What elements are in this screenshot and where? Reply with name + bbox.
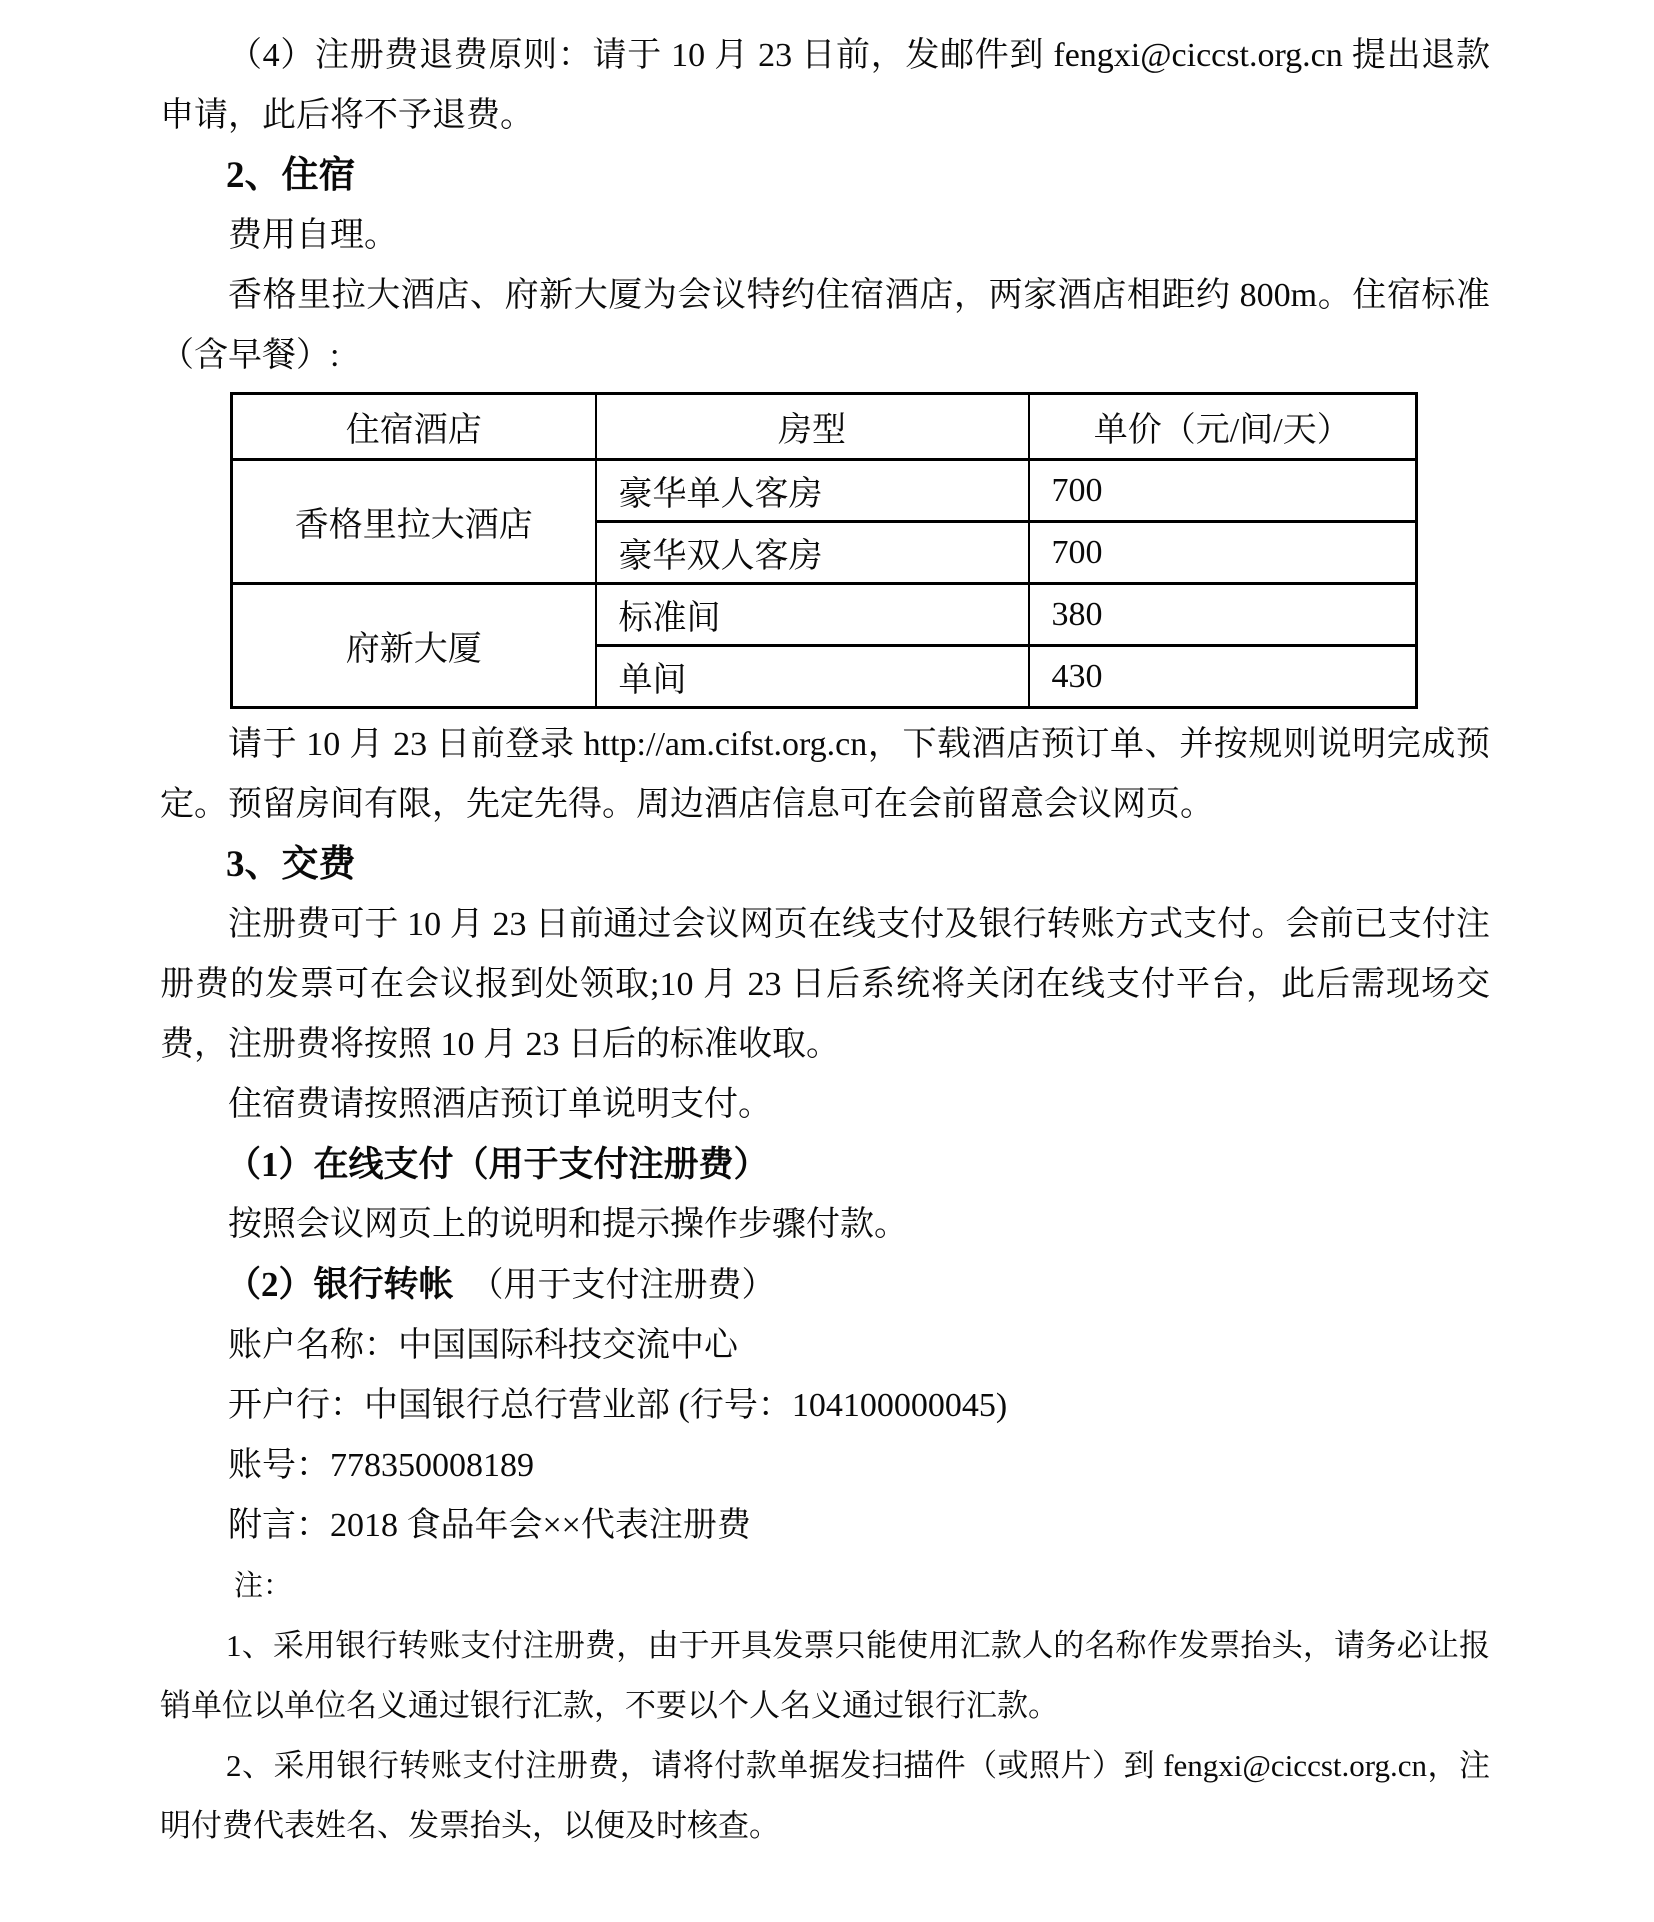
price-cell: 700 xyxy=(1029,460,1417,522)
bank-account-name-line: 账户名称：中国国际科技交流中心 xyxy=(228,1327,738,1364)
price-cell: 380 xyxy=(1029,584,1417,646)
bank-transfer-heading-note: （用于支付注册费） xyxy=(469,1267,776,1304)
bank-memo-line: 附言：2018 食品年会××代表注册费 xyxy=(228,1507,751,1544)
price-cell: 700 xyxy=(1029,522,1417,584)
refund-policy-paragraph: （4）注册费退费原则：请于 10 月 23 日前，发邮件到 fengxi@ciccst.org.cn 提出退款申请，此后将不予退费。 xyxy=(160,37,1490,134)
bank-branch-line: 开户行：中国银行总行营业部 (行号：104100000045) xyxy=(228,1387,1008,1424)
self-pay-line: 费用自理。 xyxy=(228,217,398,254)
table-header-hotel: 住宿酒店 xyxy=(232,394,596,460)
bank-transfer-heading xyxy=(160,1255,1490,1316)
hotel-intro-paragraph: 香格里拉大酒店、府新大厦为会议特约住宿酒店，两家酒店相距约 800m。住宿标准（含早餐）: xyxy=(160,277,1490,374)
payment-methods-paragraph: 注册费可于 10 月 23 日前通过会议网页在线支付及银行转账方式支付。会前已支付注册费的发票可在会议报到处领取;10 月 23 日后系统将关闭在线支付平台，此后需现场交费，注册费将按照 10 月 23 日后的标准收取。 xyxy=(160,906,1490,1063)
table-row xyxy=(232,460,1417,522)
table-header-row xyxy=(232,394,1417,460)
notes-label: 注： xyxy=(234,1570,293,1602)
note-2: 2、采用银行转账支付注册费，请将付款单据发扫描件（或照片）到 fengxi@ciccst.org.cn，注明付费代表姓名、发票抬头，以便及时核查。 xyxy=(160,1748,1490,1843)
table-row xyxy=(232,584,1417,646)
booking-instructions-paragraph: 请于 10 月 23 日前登录 http://am.cifst.org.cn，下载酒店预订单、并按规则说明完成预定。预留房间有限，先定先得。周边酒店信息可在会前留意会议网页。 xyxy=(160,726,1490,823)
online-payment-heading: （1）在线支付（用于支付注册费） xyxy=(226,1145,769,1184)
note-1: 1、采用银行转账支付注册费，由于开具发票只能使用汇款人的名称作发票抬头，请务必让报销单位以单位名义通过银行汇款，不要以个人名义通过银行汇款。 xyxy=(160,1628,1490,1723)
section-accommodation-heading: 2、住宿 xyxy=(226,155,356,196)
hotel-name-cell: 府新大厦 xyxy=(232,584,596,708)
room-type-cell: 豪华双人客房 xyxy=(596,522,1029,584)
room-type-cell: 标准间 xyxy=(596,584,1029,646)
table-header-price: 单价（元/间/天） xyxy=(1029,394,1417,460)
hotel-name-cell: 香格里拉大酒店 xyxy=(232,460,596,584)
accommodation-fee-line: 住宿费请按照酒店预订单说明支付。 xyxy=(228,1086,772,1123)
bank-account-number-line: 账号：778350008189 xyxy=(228,1447,534,1484)
price-cell: 430 xyxy=(1029,646,1417,708)
bank-transfer-heading-bold: （2）银行转帐 xyxy=(226,1265,454,1304)
online-payment-instructions: 按照会议网页上的说明和提示操作步骤付款。 xyxy=(228,1206,908,1243)
room-type-cell: 豪华单人客房 xyxy=(596,460,1029,522)
section-payment-heading: 3、交费 xyxy=(226,844,356,885)
room-type-cell: 单间 xyxy=(596,646,1029,708)
table-header-room-type: 房型 xyxy=(596,394,1029,460)
hotel-price-table xyxy=(230,392,1418,709)
